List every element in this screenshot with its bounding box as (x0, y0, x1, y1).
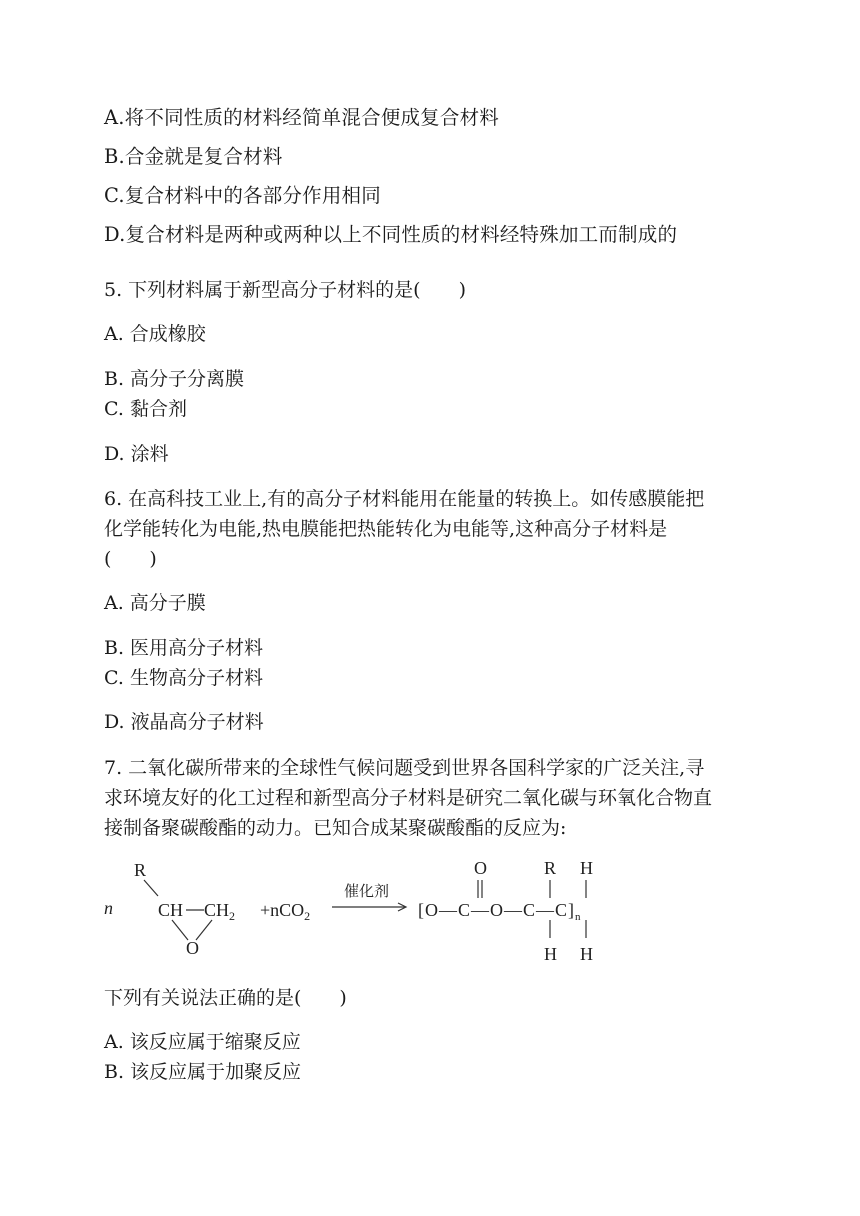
q6-option-c: C. 生物高分子材料 (104, 667, 263, 689)
plus-nco2: +nCO$_2$ (260, 900, 311, 923)
reactant-r: R (134, 860, 147, 880)
q6-stem-line-2: 化学能转化为电能,热电膜能把热能转化为电能等,这种高分子材料是 (104, 518, 668, 540)
q5-stem: 5. 下列材料属于新型高分子材料的是( ) (104, 279, 466, 301)
q6-option-d: D. 液晶高分子材料 (104, 711, 264, 733)
q6-option-b: B. 医用高分子材料 (104, 637, 264, 659)
q4-option-a: A.将不同性质的材料经简单混合便成复合材料 (104, 106, 499, 129)
product-h-top: H (580, 858, 593, 878)
q7-option-a: A. 该反应属于缩聚反应 (104, 1031, 301, 1053)
reaction-equation (100, 852, 640, 970)
coef-n: n (104, 898, 113, 918)
q7-question: 下列有关说法正确的是( ) (104, 987, 347, 1009)
product-r: R (544, 858, 557, 878)
reactant-ch: CH (158, 900, 184, 920)
q4-option-c: C.复合材料中的各部分作用相同 (104, 184, 381, 207)
q5-option-b: B. 高分子分离膜 (104, 368, 245, 390)
q7-stem-line-2: 求环境友好的化工过程和新型高分子材料是研究二氧化碳与环氧化合物直 (104, 787, 713, 809)
bond-ch-o (172, 920, 188, 940)
q7-option-b: B. 该反应属于加聚反应 (104, 1061, 302, 1083)
reactant-o: O (186, 938, 199, 958)
bond-ch2-o (196, 920, 212, 940)
q6-stem-line-3: ( ) (104, 548, 157, 570)
q5-option-d: D. 涂料 (104, 443, 169, 465)
q6-stem-line-1: 6. 在高科技工业上,有的高分子材料能用在能量的转换上。如传感膜能把 (104, 488, 705, 510)
reactant-ch2: $CH_2$ (204, 900, 236, 923)
q5-option-a: A. 合成橡胶 (104, 323, 206, 345)
q7-stem-line-1: 7. 二氧化碳所带来的全球性气候问题受到世界各国科学家的广泛关注,寻 (104, 757, 705, 779)
product-o-top: O (474, 858, 487, 878)
q4-option-d: D.复合材料是两种或两种以上不同性质的材料经特殊加工而制成的 (104, 223, 678, 246)
q6-option-a: A. 高分子膜 (104, 592, 206, 614)
q5-option-c: C. 黏合剂 (104, 398, 187, 420)
q4-option-b: B.合金就是复合材料 (104, 145, 283, 168)
catalyst-label: 催化剂 (344, 884, 390, 900)
product-h-bottom-1: H (544, 944, 557, 964)
product-h-bottom-2: H (580, 944, 593, 964)
q7-stem-line-3: 接制备聚碳酸酯的动力。已知合成某聚碳酸酯的反应为: (104, 817, 567, 839)
bond-r-ch (144, 880, 158, 896)
product-chain: $[O—C—O—C—C]_n$ (418, 900, 582, 923)
